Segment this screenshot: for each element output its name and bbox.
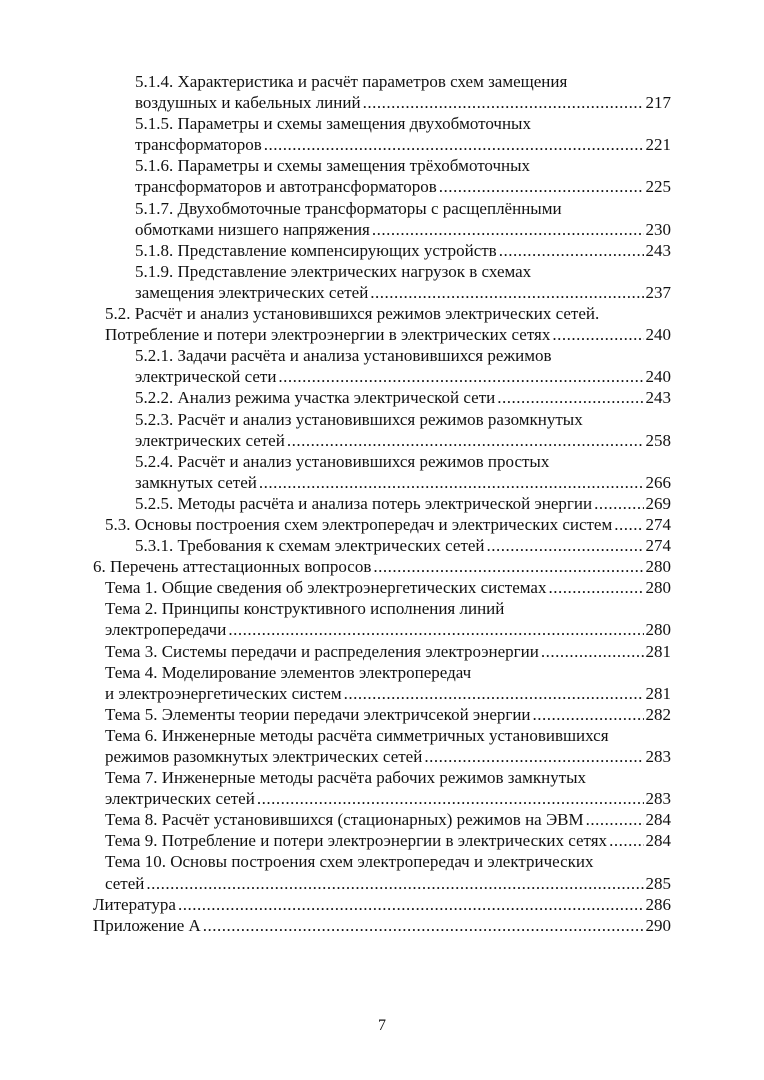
toc-entry-title-line: электрических сетей: [135, 430, 285, 450]
toc-entry-page: 225: [645, 177, 671, 197]
toc-entry-last-line: [135, 219, 671, 240]
toc-entry-page: 266: [645, 472, 671, 492]
toc-entry-title-line: 5.2.5. Методы расчёта и анализа потерь электрической энергии: [135, 493, 593, 513]
toc-entry-title-line: Приложение А: [93, 915, 201, 935]
toc-entry-title-line: трансформаторов и автотрансформаторов: [135, 177, 437, 197]
toc-entry-page: 230: [645, 219, 671, 239]
toc-entry-title-line: 5.3. Основы построения схем электропередач и электрических систем: [105, 514, 613, 534]
toc-entry-page: 284: [645, 831, 671, 851]
toc-entry-title-line: обмотками низшего напряжения: [135, 219, 370, 239]
toc-entry-page: 280: [645, 578, 671, 598]
toc-entry-page: 290: [645, 915, 671, 935]
toc-entry-title-line: электропередачи: [105, 620, 227, 640]
toc-entry-page: 237: [645, 282, 671, 302]
toc-entry-page: 274: [645, 536, 671, 556]
toc-entry-last-line: [135, 535, 671, 556]
dot-leader: [499, 240, 644, 261]
toc-entry-title-line: Литература: [93, 894, 176, 914]
toc-entry-page: 283: [645, 789, 671, 809]
toc-entry-page: 280: [645, 620, 671, 640]
toc-entry: [93, 830, 671, 851]
toc-entry-title-line: 5.1.9. Представление электрических нагрузок в схемах: [135, 261, 532, 281]
toc-entry: [93, 240, 671, 261]
toc-entry-page: 240: [645, 325, 671, 345]
toc-entry: [93, 493, 671, 514]
toc-entry-title-line: 5.2.4. Расчёт и анализ установившихся режимов простых: [135, 451, 550, 471]
dot-leader: [548, 577, 643, 598]
toc-entry-title-line: замкнутых сетей: [135, 472, 257, 492]
dot-leader: [533, 704, 644, 725]
toc-entry: [93, 261, 671, 303]
toc-entry-title-line: 5.3.1. Требования к схемам электрических сетей: [135, 536, 485, 556]
toc-entry: [93, 851, 671, 893]
dot-leader: [552, 324, 643, 345]
toc-entry-page: 221: [645, 135, 671, 155]
toc-entry-title-line: 5.2. Расчёт и анализ установившихся режимов электрических сетей.: [105, 304, 600, 324]
dot-leader: [278, 366, 643, 387]
dot-leader: [257, 788, 644, 809]
toc-entry-page: 243: [645, 388, 671, 408]
toc-entry-last-line: [135, 493, 671, 514]
toc-entry: [93, 345, 671, 387]
dot-leader: [373, 556, 643, 577]
toc-entry-title-line: Тема 10. Основы построения схем электропередач и электрических: [105, 852, 594, 872]
toc-entry-title-line: 5.2.1. Задачи расчёта и анализа установившихся режимов: [135, 346, 552, 366]
dot-leader: [228, 619, 643, 640]
toc-entry-title-line: 5.2.3. Расчёт и анализ установившихся режимов разомкнутых: [135, 409, 583, 429]
toc-entry: [93, 409, 671, 451]
toc-entry-title-line: 5.1.6. Параметры и схемы замещения трёхобмоточных: [135, 156, 531, 176]
toc-entry-page: 217: [645, 93, 671, 113]
toc-entry-title-line: и электроэнергетических систем: [105, 683, 342, 703]
toc-entry: [93, 303, 671, 345]
toc-entry-last-line: [135, 366, 671, 387]
toc-entry-page: 284: [645, 810, 671, 830]
toc-entry-title-line: 5.1.4. Характеристика и расчёт параметров схем замещения: [135, 72, 568, 91]
toc-entry-page: 281: [645, 683, 671, 703]
dot-leader: [264, 134, 644, 155]
toc-entry-last-line: [135, 134, 671, 155]
toc-entry-title-line: сетей: [105, 873, 145, 893]
toc-entry-last-line: [105, 704, 671, 725]
toc-entry-last-line: [105, 746, 671, 767]
toc-entry-title-line: Потребление и потери электроэнергии в электрических сетях: [105, 325, 551, 345]
toc-entry-last-line: [105, 873, 671, 894]
toc-entry: [93, 809, 671, 830]
dot-leader: [439, 176, 644, 197]
toc-entry: [93, 725, 671, 767]
dot-leader: [372, 219, 644, 240]
toc-entry: [93, 387, 671, 408]
toc-entry-title-line: 6. Перечень аттестационных вопросов: [93, 557, 372, 577]
toc-entry-title-line: трансформаторов: [135, 135, 262, 155]
toc-entry-title-line: Тема 4. Моделирование элементов электропередач: [105, 662, 472, 682]
toc-entry-last-line: [105, 683, 671, 704]
toc-entry-last-line: [93, 894, 671, 915]
toc-entry-page: 240: [645, 367, 671, 387]
dot-leader: [541, 641, 644, 662]
toc-entry-page: 283: [645, 747, 671, 766]
toc-entry-last-line: [135, 176, 671, 197]
toc-entry-last-line: [135, 92, 671, 113]
toc-entry-title-line: Тема 9. Потребление и потери электроэнергии в электрических сетях: [105, 831, 608, 851]
toc-entry-last-line: [135, 472, 671, 493]
toc-entry-last-line: [93, 556, 671, 577]
toc-entry: [93, 198, 671, 240]
toc-entry-page: 281: [645, 641, 671, 661]
toc-entry-page: 282: [645, 704, 671, 724]
toc-entry-title-line: 5.2.2. Анализ режима участка электрической сети: [135, 388, 496, 408]
toc-entry-page: 285: [645, 873, 671, 893]
toc-entry-last-line: [105, 577, 671, 598]
toc-entry-page: 258: [645, 430, 671, 450]
toc-entry-title-line: Тема 8. Расчёт установившихся (стационарных) режимов на ЭВМ: [105, 810, 584, 830]
toc-entry-title-line: Тема 2. Принципы конструктивного исполнения линий: [105, 599, 505, 619]
toc-entry: [93, 662, 671, 704]
dot-leader: [586, 809, 644, 830]
toc-entry-title-line: замещения электрических сетей: [135, 282, 369, 302]
toc-entry-title-line: электрических сетей: [105, 789, 255, 809]
toc-entry-last-line: [135, 430, 671, 451]
toc-entry: [93, 556, 671, 577]
toc-entry: [93, 704, 671, 725]
toc-entry-title-line: Тема 1. Общие сведения об электроэнергетических системах: [105, 578, 547, 598]
toc-entry-page: 274: [645, 514, 671, 534]
toc-entry: [93, 514, 671, 535]
toc-entry-last-line: [135, 282, 671, 303]
toc-entry-page: 286: [645, 894, 671, 914]
toc-entry: [93, 641, 671, 662]
toc-entry: [93, 535, 671, 556]
toc-entry: [93, 915, 671, 936]
toc-entry: [93, 577, 671, 598]
dot-leader: [594, 493, 643, 514]
toc-entry: [93, 767, 671, 809]
toc-entry: [93, 451, 671, 493]
toc-entry-last-line: [105, 324, 671, 345]
dot-leader: [614, 514, 643, 535]
toc-entry-title-line: воздушных и кабельных линий: [135, 93, 361, 113]
dot-leader: [287, 430, 644, 451]
toc-entry-last-line: [93, 915, 671, 936]
toc-entry-title-line: 5.1.8. Представление компенсирующих устройств: [135, 240, 497, 260]
table-of-contents: [93, 71, 671, 936]
toc-entry-last-line: [105, 809, 671, 830]
dot-leader: [344, 683, 644, 704]
toc-entry-title-line: 5.1.5. Параметры и схемы замещения двухобмоточных: [135, 114, 531, 134]
dot-leader: [363, 92, 644, 113]
toc-entry: [93, 71, 671, 113]
toc-entry-page: 280: [645, 557, 671, 577]
page-number: 7: [378, 1017, 386, 1034]
toc-entry-last-line: [105, 788, 671, 809]
dot-leader: [259, 472, 644, 493]
dot-leader: [370, 282, 643, 303]
toc-entry-last-line: [135, 387, 671, 408]
toc-entry-last-line: [135, 240, 671, 261]
dot-leader: [424, 746, 643, 767]
toc-entry: [93, 155, 671, 197]
dot-leader: [146, 873, 643, 894]
toc-entry-title-line: 5.1.7. Двухобмоточные трансформаторы с расщеплёнными: [135, 198, 562, 218]
toc-entry-title-line: Тема 3. Системы передачи и распределения электроэнергии: [105, 641, 539, 661]
toc-entry-page: 243: [645, 240, 671, 260]
toc-entry: [93, 598, 671, 640]
toc-entry-title-line: Тема 5. Элементы теории передачи электричсекой энергии: [105, 704, 531, 724]
toc-entry: [93, 894, 671, 915]
toc-entry-page: 269: [645, 493, 671, 513]
toc-entry-title-line: Тема 7. Инженерные методы расчёта рабочих режимов замкнутых: [105, 768, 587, 788]
dot-leader: [497, 387, 643, 408]
toc-entry-title-line: Тема 6. Инженерные методы расчёта симметричных установившихся: [105, 725, 609, 745]
toc-entry-title-line: режимов разомкнутых электрических сетей: [105, 747, 423, 766]
dot-leader: [178, 894, 644, 915]
toc-entry: [93, 113, 671, 155]
toc-entry-last-line: [105, 641, 671, 662]
toc-entry-title-line: электрической сети: [135, 367, 277, 387]
dot-leader: [203, 915, 644, 936]
toc-entry-last-line: [105, 619, 671, 640]
toc-entry-last-line: [105, 514, 671, 535]
toc-entry-last-line: [105, 830, 671, 851]
dot-leader: [609, 830, 643, 851]
dot-leader: [487, 535, 644, 556]
